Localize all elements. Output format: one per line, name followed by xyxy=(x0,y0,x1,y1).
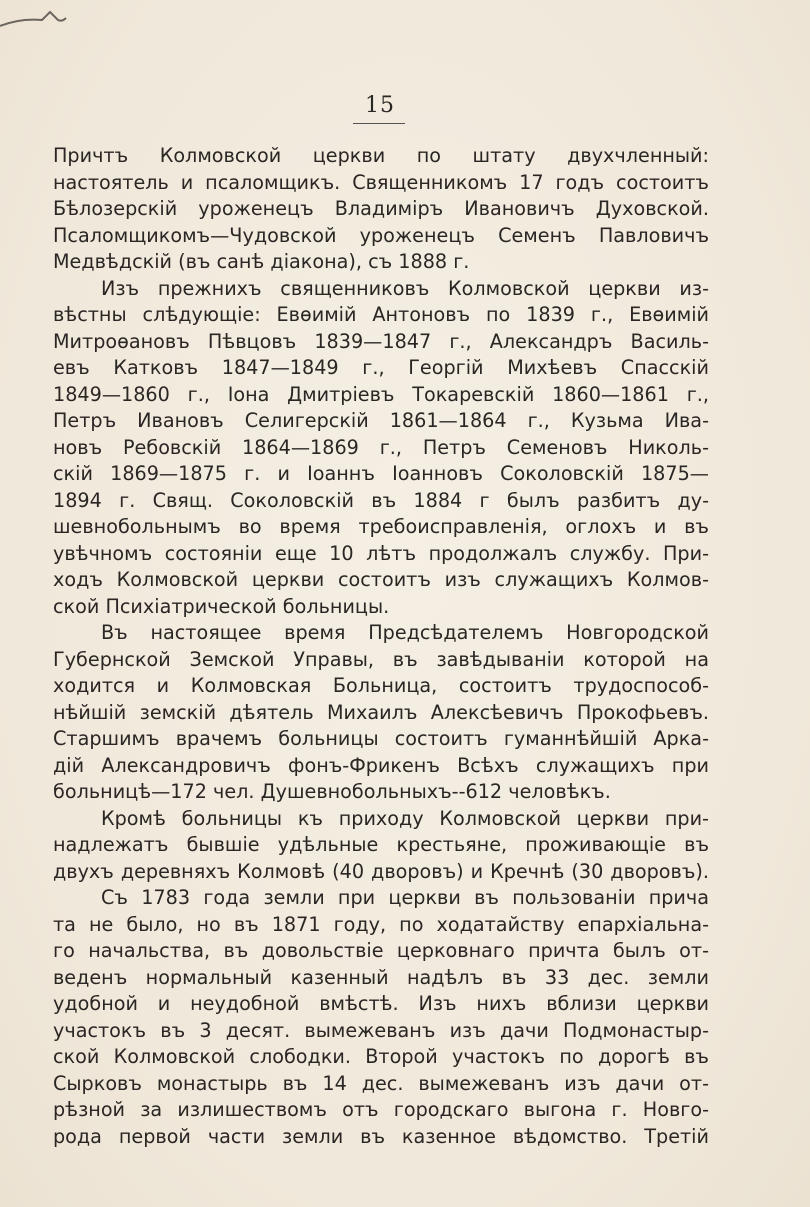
text-line: Причтъ Колмовской церкви по штату двухчленный: xyxy=(53,144,709,167)
text-line: надлежатъ бывшіе удѣльные крестьяне, проживающіе въ xyxy=(53,833,709,856)
text-line: удобной и неудобной вмѣстѣ. Изъ нихъ вблизи церкви xyxy=(53,992,709,1015)
text-line: рѣзной за излишествомъ отъ городскаго выгона г. Новго- xyxy=(53,1098,709,1121)
text-line: 1894 г. Свящ. Соколовскій въ 1884 г былъ разбитъ ду- xyxy=(53,488,709,512)
text-line: Медвѣдскій (въ санѣ діакона), съ 1888 г. xyxy=(53,250,470,273)
text-line: ской Психіатрической больницы. xyxy=(53,594,390,618)
text-line: Сырковъ монастырь въ 14 дес. вымежеванъ изъ дачи от- xyxy=(53,1071,709,1095)
text-line: дій Александровичъ фонъ-Фрикенъ Всѣхъ служащихъ при xyxy=(53,753,709,777)
text-line: веденъ нормальный казенный надѣлъ въ 33 дес. земли xyxy=(53,965,709,989)
text-line: Губернской Земской Управы, въ завѣдываніи которой на xyxy=(53,647,709,671)
page-number: 15 xyxy=(365,93,395,118)
text-line: нѣйшій земскій дѣятель Михаилъ Алексѣевичъ Прокофьевъ. xyxy=(53,700,709,724)
text-line: новъ Ребовскій 1864—1869 г., Петръ Семеновъ Николь- xyxy=(53,435,709,459)
text-line: Изъ прежнихъ священниковъ Колмовской церкви из- xyxy=(101,276,709,300)
text-line: го начальства, въ довольствіе церковнаго причта былъ от- xyxy=(53,939,709,962)
text-line: Петръ Ивановъ Селигерскій 1861—1864 г., Кузьма Ива- xyxy=(53,409,709,432)
text-line: Кромѣ больницы къ приходу Колмовской церкви при- xyxy=(101,806,709,830)
text-line: Съ 1783 года земли при церкви въ пользованіи прича xyxy=(101,886,709,909)
text-line: скій 1869—1875 г. и Іоаннъ Іоанновъ Соколовскій 1875— xyxy=(53,462,709,485)
text-line: Митроѳановъ Пѣвцовъ 1839—1847 г., Александръ Василь- xyxy=(53,329,709,353)
text-line: двухъ деревняхъ Колмовѣ (40 дворовъ) и Кречнѣ (30 дворовъ). xyxy=(53,859,709,883)
text-line: ходится и Колмовская Больница, состоитъ трудоспособ- xyxy=(53,674,709,697)
text-line: ходъ Колмовской церкви состоитъ изъ служащихъ Колмов- xyxy=(53,568,709,591)
text-line: ской Колмовской слободки. Второй участокъ по дорогѣ въ xyxy=(53,1045,709,1068)
body-text xyxy=(53,143,709,1150)
text-line: вѣстны слѣдующіе: Евѳимій Антоновъ по 1839 г., Евѳимій xyxy=(53,303,709,326)
text-line: Псаломщикомъ—Чудовской уроженецъ Семенъ Павловичъ xyxy=(53,223,709,247)
text-line: рода первой части земли въ казенное вѣдомство. Третій xyxy=(53,1124,709,1148)
page-corner-mark xyxy=(0,0,70,30)
text-line: участокъ въ 3 десят. вымежеванъ изъ дачи Подмонастыр- xyxy=(53,1018,709,1042)
text-line: увѣчномъ состояніи еще 10 лѣтъ продолжалъ службу. При- xyxy=(53,541,709,565)
text-line: настоятель и псаломщикъ. Священникомъ 17 годъ состоитъ xyxy=(53,170,709,194)
text-line: евъ Катковъ 1847—1849 г., Георгій Михѣевъ Спасскій xyxy=(53,356,709,379)
text-line: Въ настоящее время Предсѣдателемъ Новгородской xyxy=(101,621,709,644)
text-line: шевнобольнымъ во время требоисправленія, оглохъ и въ xyxy=(53,515,709,538)
text-line: 1849—1860 г., Іона Дмитріевъ Токаревскій 1860—1861 г., xyxy=(53,382,709,406)
page-number-rule xyxy=(353,123,405,124)
text-line: больницѣ—172 чел. Душевнобольныхъ--612 человѣкъ. xyxy=(53,780,611,803)
text-line: та не было, но въ 1871 году, по ходатайству епархіальна- xyxy=(53,912,709,936)
text-line: Бѣлозерскій уроженецъ Владиміръ Ивановичъ Духовской. xyxy=(53,197,709,220)
text-line: Старшимъ врачемъ больницы состоитъ гуманнѣйшій Арка- xyxy=(53,727,709,750)
